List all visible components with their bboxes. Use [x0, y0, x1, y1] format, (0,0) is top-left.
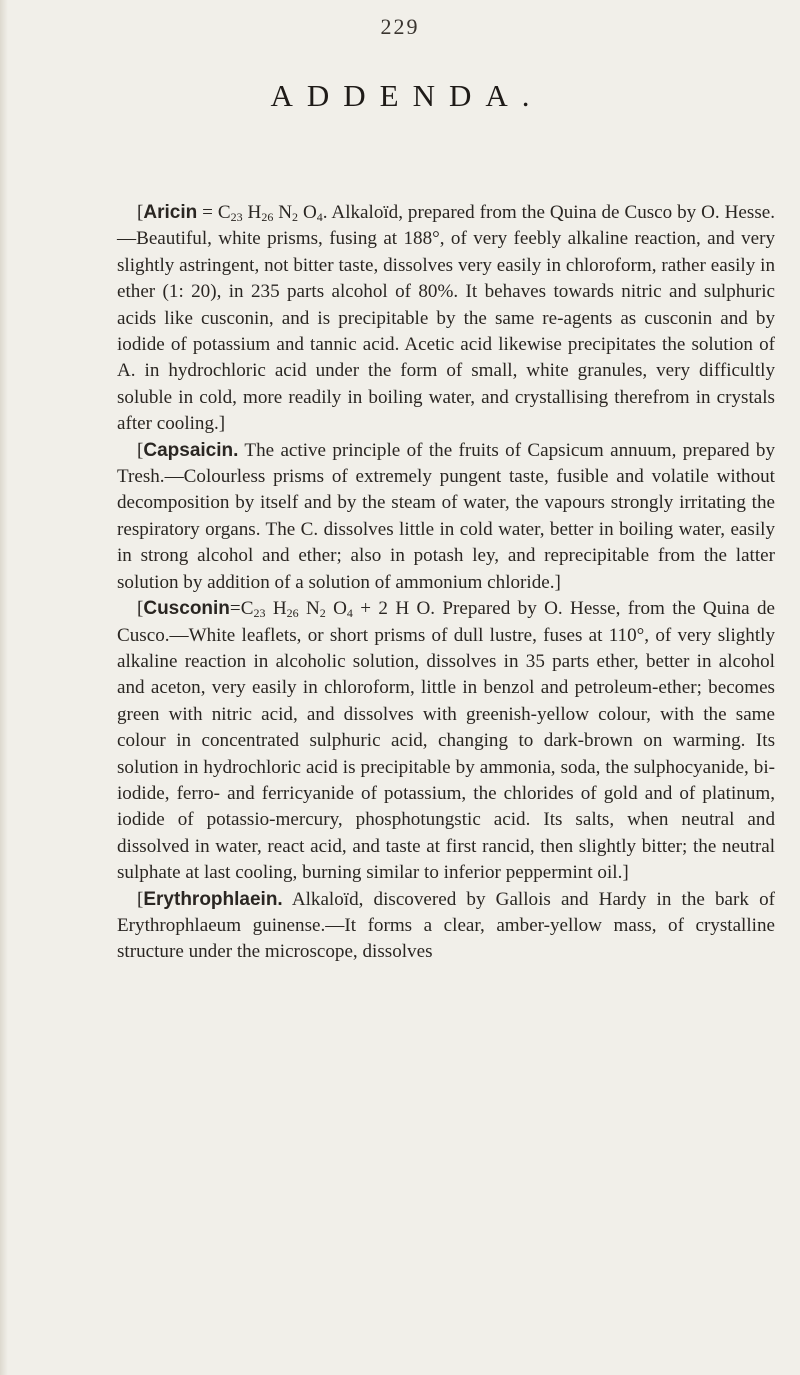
- entry-title: Erythrophlaein.: [143, 888, 283, 910]
- entry-text: The active principle of the fruits of Capsicum annuum, prepared by Tresh.—Colourless prisms of extremely pungent taste, fusible and volatile without decomposition by itself and by the steam of water, the vapours strongly irritating the respiratory organs. The C. dissolves little in cold water, better in boiling water, easily in strong alcohol and ether; also in potash ley, and reprecipitable from the latter solution by addition of a solution of ammonium chloride.]: [117, 439, 775, 593]
- addenda-body: [117, 200, 775, 966]
- bracket: [: [137, 202, 144, 223]
- bracket: [: [137, 439, 144, 461]
- entry-title: Capsaicin.: [143, 439, 239, 461]
- entry-aricin: [117, 200, 775, 438]
- entry-capsaicin: [117, 438, 775, 596]
- entry-title: Cusconin: [143, 598, 230, 620]
- formula: $=C_{23}$ $H_{26}$ $N_2$ $O_4 + 2$ H O.: [229, 598, 443, 621]
- entry-text: Alkaloïd, prepared from the Quina de Cusco by O. Hesse.—Beautiful, white prisms, fusing at 188°, of very feebly alkaline reaction, and very slightly astringent, not bitter taste, dissolves very easily in chloroform, rather easily in ether (1: 20), in 235 parts alcohol of 80%. It behaves towards nitric and sulphuric acids like cusconin, and is precipitable by the same re-agents as cusconin and by iodide of potassium and tannic acid. Acetic acid likewise precipitates the solution of A. in hydrochloric acid under the form of small, white granules, very difficultly soluble in cold, more readily in boiling water, and crystallising therefrom in crystals after cooling.]: [117, 202, 775, 435]
- page-edge-shadow: [0, 0, 8, 1375]
- formula: = $C_{23}$ $H_{26}$ $N_2$ $O_4$.: [197, 202, 332, 224]
- page-number: 229: [380, 14, 420, 39]
- bracket: [: [137, 888, 144, 910]
- entry-cusconin: [117, 596, 775, 886]
- page-heading: ADDENDA.: [270, 78, 544, 113]
- entry-text: Prepared by O. Hesse, from the Quina de Cusco.—White leaflets, or short prisms of dull lustre, fuses at 110°, of very slightly alkaline reaction in alcoholic solution, dissolves in 35 parts ether, better in alcohol and aceton, very easily in chloroform, little in benzol and petroleum-ether; becomes green with nitric acid, and dissolves with greenish-yellow colour, with the same colour in concentrated sulphuric acid, changing to dark-brown on warming. Its solution in hydrochloric acid is precipitable by ammonia, soda, the sulphocyanide, bi-iodide, ferro- and ferricyanide of potassium, the chlorides of gold and of platinum, iodide of potassio-mercury, phosphotungstic acid. Its salts, when neutral and dissolved in water, react acid, and taste at first rancid, then slightly bitter; the neutral sulphate at last cooling, burning similar to inferior peppermint oil.]: [117, 598, 775, 884]
- bracket: [: [137, 598, 144, 620]
- entry-text: Alkaloïd, discovered by Gallois and Hardy in the bark of Erythrophlaeum guinense.—It forms a clear, amber-yellow mass, of crystalline structure under the microscope, dissolves: [117, 888, 775, 963]
- entry-title: Aricin: [143, 202, 198, 223]
- entry-erythrophlaein: [117, 887, 775, 966]
